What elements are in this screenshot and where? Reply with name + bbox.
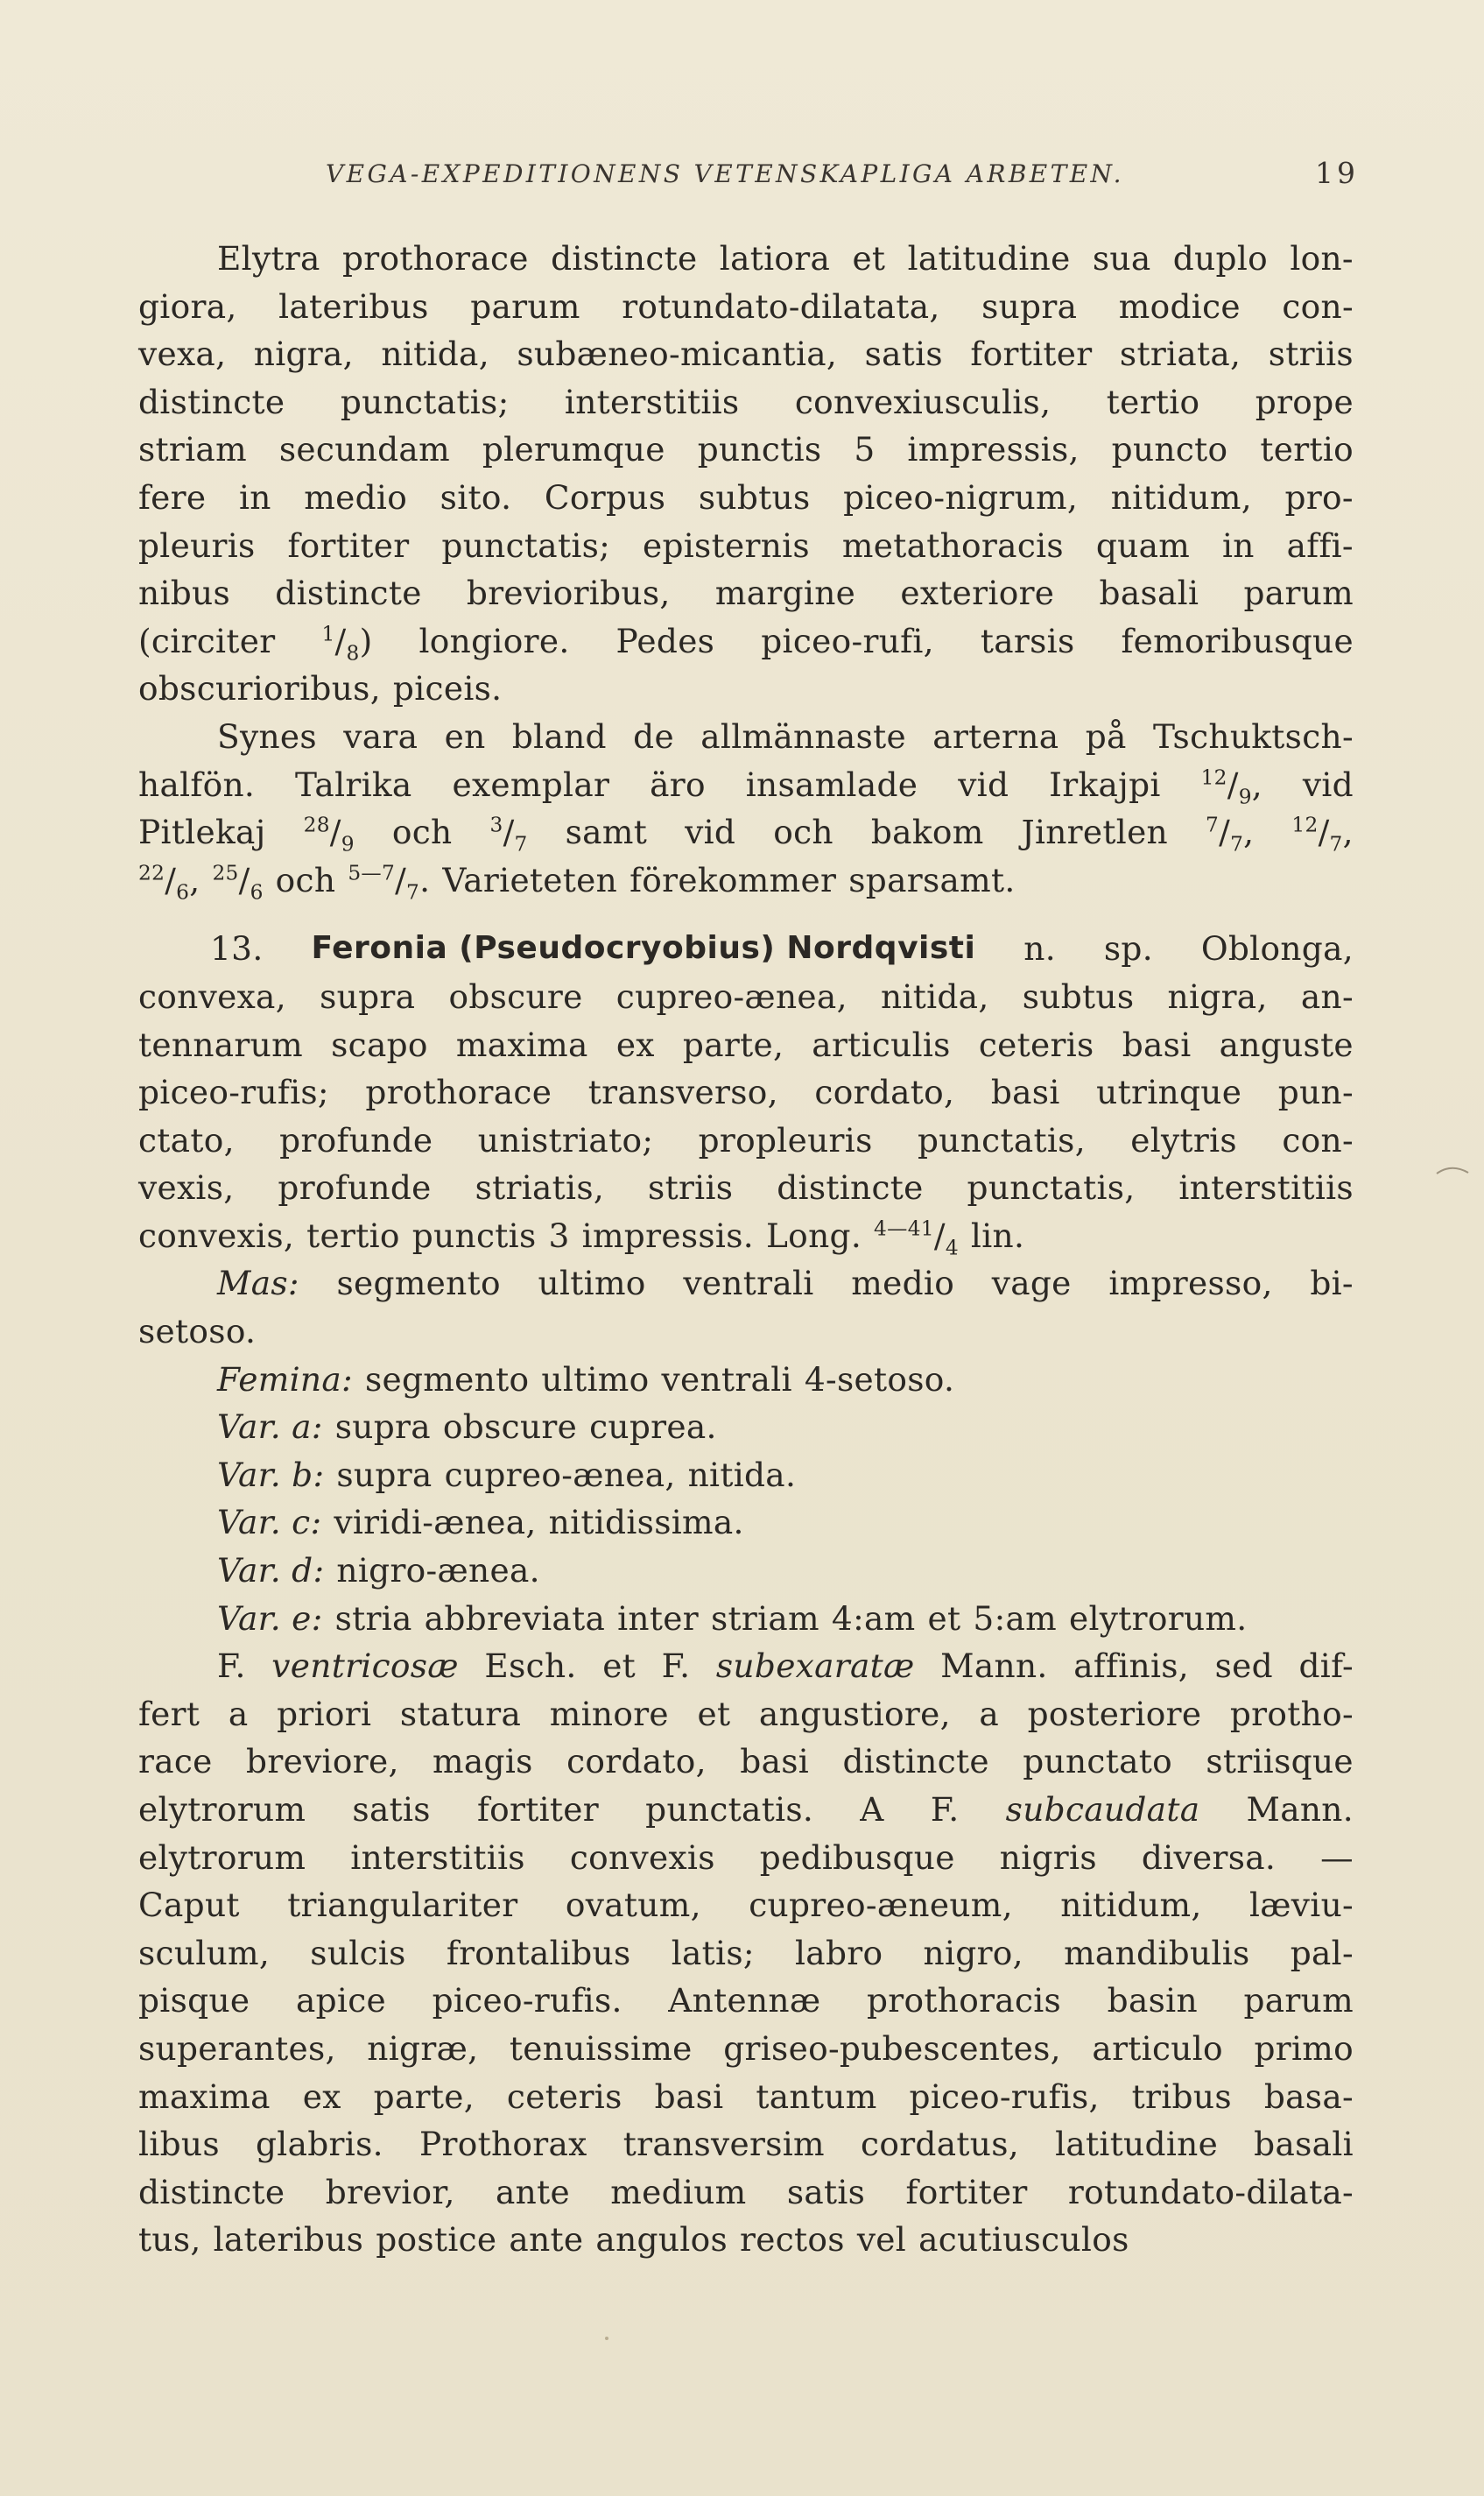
running-title: VEGA-EXPEDITIONENS VETENSKAPLIGA ARBETEN. bbox=[326, 159, 1124, 188]
text-line: superantes, nigræ, tenuissime griseo-pubescentes, articulo primo bbox=[138, 2028, 1354, 2068]
text-line: maxima ex parte, ceteris basi tantum piceo-rufis, tribus basa- bbox=[138, 2076, 1354, 2116]
text-line: ctato, profunde unistriato; propleuris punctatis, elytris con- bbox=[138, 1120, 1354, 1160]
text-line: fere in medio sito. Corpus subtus piceo-nigrum, nitidum, pro- bbox=[138, 477, 1354, 517]
species-name: Feronia (Pseudocryobius) Nordqvisti bbox=[311, 930, 976, 967]
variant-label: Var. d: bbox=[217, 1551, 325, 1590]
text-line: Mas: segmento ultimo ventrali medio vage impresso, bi- bbox=[138, 1259, 1354, 1308]
text-line: vexa, nigra, nitida, subæneo-micantia, satis fortiter striata, striis bbox=[138, 335, 1354, 374]
variant-label: Var. a: bbox=[217, 1407, 323, 1447]
variant-label: Mas: bbox=[217, 1264, 299, 1303]
page-number: 19 bbox=[1315, 156, 1359, 190]
text-line: race breviore, magis cordato, basi distincte punctato striisque bbox=[138, 1742, 1354, 1781]
variant-label: Var. e: bbox=[217, 1598, 323, 1638]
text-line: $^{22}/_6$, $^{25}/_6$ och $^{5—7}/_7$. Varieteten förekommer sparsamt. bbox=[138, 860, 1016, 905]
text-line: piceo-rufis; prothorace transverso, cordato, basi utrinque pun- bbox=[138, 1073, 1354, 1112]
paragraph bbox=[138, 1403, 1354, 1451]
paragraph bbox=[138, 925, 1354, 1259]
text-line: pisque apice piceo-rufis. Antennæ prothoracis basin parum bbox=[138, 1981, 1354, 2020]
text-line: giora, lateribus parum rotundato-dilatata, supra modice con- bbox=[138, 286, 1354, 326]
paragraph bbox=[138, 1642, 1354, 2264]
paragraph-gap bbox=[138, 904, 1354, 925]
species-number: 13. bbox=[210, 929, 264, 969]
text-line: setoso. bbox=[138, 1312, 257, 1351]
text-line: tennarum scapo maxima ex parte, articulis ceteris basi anguste bbox=[138, 1025, 1354, 1064]
paragraph bbox=[138, 1547, 1354, 1595]
variant-label: Var. c: bbox=[217, 1503, 322, 1542]
paper-speck bbox=[605, 2337, 608, 2340]
text-line: pleuris fortiter punctatis; episternis metathoracis quam in affi- bbox=[138, 525, 1354, 565]
text-line: nibus distincte brevioribus, margine exteriore basali parum bbox=[138, 574, 1354, 613]
text-line: Var. b: supra cupreo-ænea, nitida. bbox=[138, 1451, 1354, 1499]
variant-label: Var. b: bbox=[217, 1455, 325, 1494]
text-line: Elytra prothorace distincte latiora et latitudine sua duplo lon- bbox=[217, 239, 1354, 278]
text-line: sculum, sulcis frontalibus latis; labro nigro, mandibulis pal- bbox=[138, 1933, 1354, 1972]
paragraph bbox=[138, 1259, 1354, 1355]
text-line: striam secundam plerumque punctis 5 impressis, puncto tertio bbox=[138, 430, 1354, 469]
text-body bbox=[138, 235, 1354, 2264]
text-line: Var. d: nigro-ænea. bbox=[138, 1547, 1354, 1595]
text-line: (circiter $^1/_8$) longiore. Pedes piceo-rufi, tarsis femoribusque bbox=[138, 621, 1354, 666]
text-line: Var. c: viridi-ænea, nitidissima. bbox=[138, 1498, 1354, 1547]
paragraph bbox=[138, 713, 1354, 904]
paragraph bbox=[138, 235, 1354, 713]
text-line: Caput triangulariter ovatum, cupreo-æneum, nitidum, læviu- bbox=[138, 1886, 1354, 1925]
text-line: convexis, tertio punctis 3 impressis. Long. $^{4—41}/_4$ lin. bbox=[138, 1216, 1025, 1260]
paragraph bbox=[138, 1498, 1354, 1547]
text-line: Pitlekaj $^{28}/_9$ och $^3/_7$ samt vid och bakom Jinretlen $^7/_7$, $^{12}/_7$, bbox=[138, 813, 1354, 857]
margin-mark bbox=[1436, 1165, 1469, 1175]
text-line: Synes vara en bland de allmännaste arterna på Tschuktsch- bbox=[217, 716, 1354, 756]
paragraph bbox=[138, 1451, 1354, 1499]
text-line: fert a priori statura minore et angustiore, a posteriore protho- bbox=[138, 1694, 1354, 1733]
text-line: libus glabris. Prothorax transversim cordatus, latitudine basali bbox=[138, 2125, 1354, 2164]
text-line: 13. Feronia (Pseudocryobius) Nordqvisti n. sp. Oblonga, bbox=[138, 925, 1354, 973]
paragraph bbox=[138, 1595, 1354, 1643]
text-line: halfön. Talrika exemplar äro insamlade vid Irkajpi $^{12}/_9$, vid bbox=[138, 765, 1354, 809]
text-line: vexis, profunde striatis, striis distincte punctatis, interstitiis bbox=[138, 1168, 1354, 1208]
text-line: F. ventricosæ Esch. et F. subexaratæ Mann. affinis, sed dif- bbox=[217, 1646, 1354, 1686]
text-line: Femina: segmento ultimo ventrali 4-setoso. bbox=[138, 1356, 1354, 1404]
text-line: elytrorum satis fortiter punctatis. A F. subcaudata Mann. bbox=[138, 1790, 1354, 1829]
text-line: distincte brevior, ante medium satis fortiter rotundato-dilata- bbox=[138, 2172, 1354, 2211]
text-line: distincte punctatis; interstitiis convexiusculis, tertio prope bbox=[138, 382, 1354, 421]
text-line: obscurioribus, piceis. bbox=[138, 669, 503, 709]
running-header bbox=[326, 156, 1359, 198]
text-line: Var. e: stria abbreviata inter striam 4:am et 5:am elytrorum. bbox=[138, 1595, 1354, 1643]
text-line: tus, lateribus postice ante angulos rectos vel acutiusculos bbox=[138, 2220, 1129, 2260]
text-line: Var. a: supra obscure cuprea. bbox=[138, 1403, 1354, 1451]
paragraph bbox=[138, 1356, 1354, 1404]
variant-label: Femina: bbox=[217, 1359, 353, 1399]
text-line: elytrorum interstitiis convexis pedibusque nigris diversa. — bbox=[138, 1837, 1354, 1877]
text-line: convexa, supra obscure cupreo-ænea, nitida, subtus nigra, an- bbox=[138, 977, 1354, 1016]
